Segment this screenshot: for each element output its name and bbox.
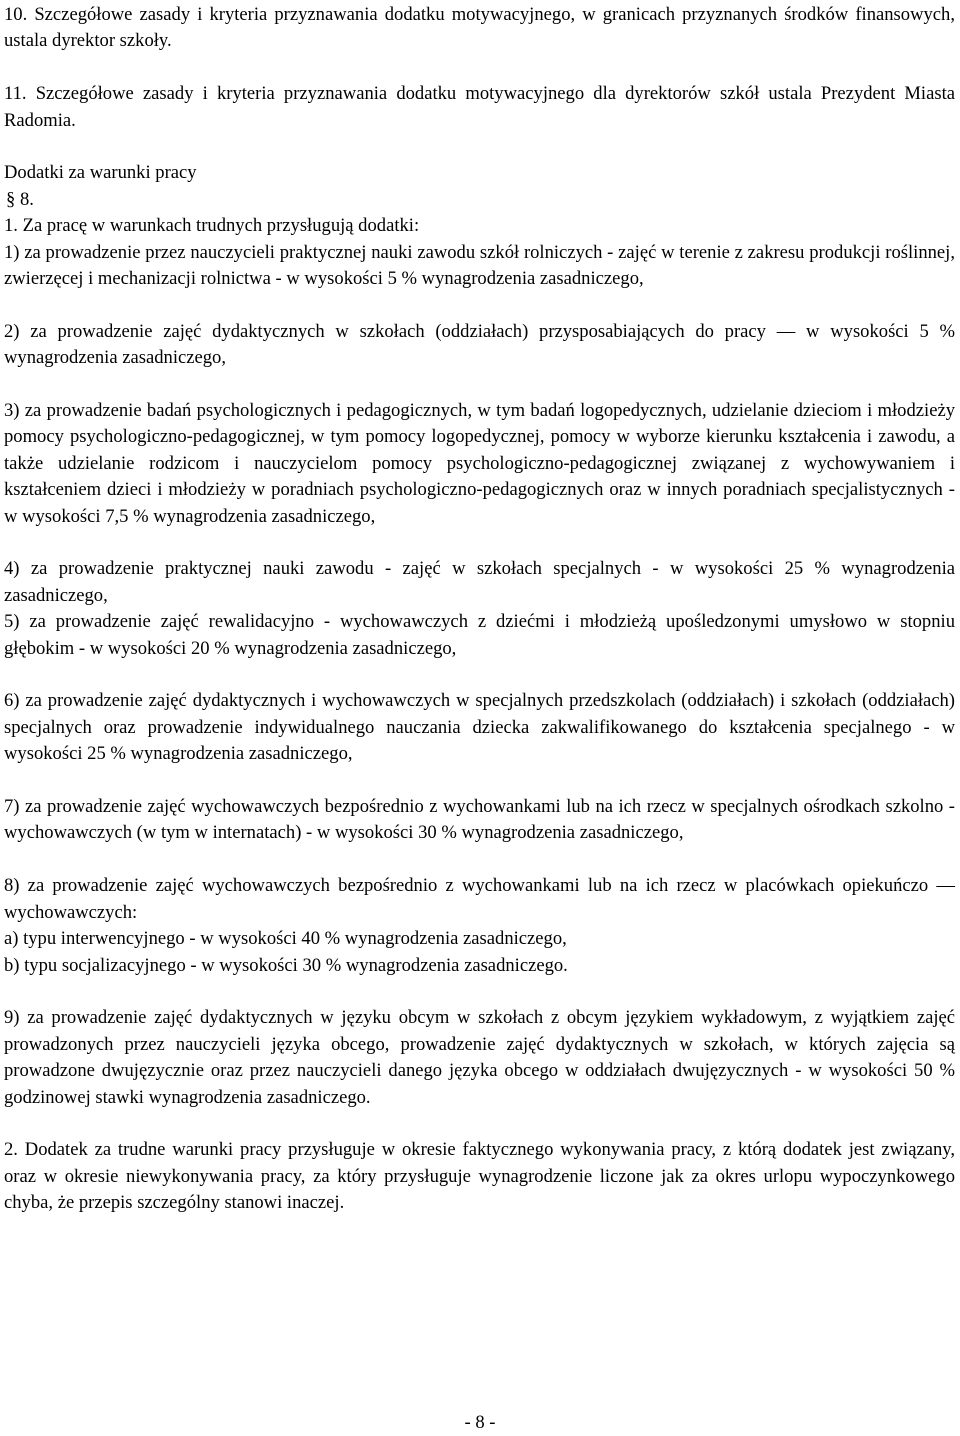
list-item-8b: b) typu socjalizacyjnego - w wysokości 30 % wynagrodzenia zasadniczego. xyxy=(4,954,568,976)
section-heading: Dodatki za warunki pracy xyxy=(4,162,197,184)
intro-point-1: 1. Za pracę w warunkach trudnych przysługują dodatki: xyxy=(4,215,420,237)
document-page xyxy=(4,2,955,1217)
list-item-2: 2) za prowadzenie zajęć dydaktycznych w szkołach (oddziałach) przysposabiających do pracy — w wysokości 5 % wynagrodzenia zasadniczego, xyxy=(4,320,955,369)
list-item-5: 5) za prowadzenie zajęć rewalidacyjno - wychowawczych z dziećmi i młodzieżą upośledzonymi umysłowo w stopniu głębokim - w wysokości 20 % wynagrodzenia zasadniczego, xyxy=(4,611,955,659)
paragraph-10: 10. Szczegółowe zasady i kryteria przyznawania dodatku motywacyjnego, w granicach przyznanych środków finansowych, ustala dyrektor szkoły. xyxy=(4,4,955,52)
list-item-8: 8) za prowadzenie zajęć wychowawczych bezpośrednio z wychowankami lub na ich rzecz w placówkach opiekuńczo — wychowawczych: xyxy=(4,875,955,923)
list-item-9: 9) za prowadzenie zajęć dydaktycznych w języku obcym w szkołach z obcym językiem wykładowym, z wyjątkiem zajęć prowadzonych przez nauczycieli języka obcego, prowadzenie zajęć dydaktycznych w szkołach, w których zajęcia są prowadzone dwujęzycznie oraz przez nauczycieli danego języka obcego w oddziałach dwujęzycznych - w wysokości 50 % godzinowej stawki wynagrodzenia zasadniczego. xyxy=(4,1007,955,1108)
point-2: 2. Dodatek za trudne warunki pracy przysługuje w okresie faktycznego wykonywania pracy, z którą dodatek jest związany, oraz w okresie niewykonywania pracy, za który przysługuje wynagrodzenie liczone jak za okres urlopu wypoczynkowego chyba, że przepis szczególny stanowi inaczej. xyxy=(4,1139,955,1214)
list-item-3: 3) za prowadzenie badań psychologicznych i pedagogicznych, w tym badań logopedycznych, udzielanie dzieciom i młodzieży pomocy psychologiczno-pedagogicznej, w tym pomocy logopedycznej, pomocy w wyborze kierunku kształcenia i zawodu, a także udzielanie rodzicom i nauczycielom pomocy psychologiczno-pedagogicznej związanej z wychowywaniem i kształceniem dzieci i młodzieży w poradniach psychologiczno-pedagogicznych oraz w innych poradniach specjalistycznych - w wysokości 7,5 % wynagrodzenia zasadniczego, xyxy=(4,400,955,527)
paragraph-11: 11. Szczegółowe zasady i kryteria przyznawania dodatku motywacyjnego dla dyrektorów szkół ustala Prezydent Miasta Radomia. xyxy=(4,83,955,131)
list-item-4: 4) za prowadzenie praktycznej nauki zawodu - zajęć w szkołach specjalnych - w wysokości 25 % wynagrodzenia zasadniczego, xyxy=(4,558,955,606)
list-item-1: 1) za prowadzenie przez nauczycieli praktycznej nauki zawodu szkół rolniczych - zajęć w terenie z zakresu produkcji roślinnej, zwierzęcej i mechanizacji rolnictwa - w wysokości 5 % wynagrodzenia zasadniczego, xyxy=(4,241,955,290)
list-item-8a: a) typu interwencyjnego - w wysokości 40 % wynagrodzenia zasadniczego, xyxy=(4,928,567,950)
section-sign: § 8. xyxy=(6,188,34,210)
list-item-7: 7) za prowadzenie zajęć wychowawczych bezpośrednio z wychowankami lub na ich rzecz w specjalnych ośrodkach szkolno - wychowawczych (w tym w internatach) - w wysokości 30 % wynagrodzenia zasadniczego, xyxy=(4,796,955,844)
page-number: - 8 - xyxy=(464,1412,496,1433)
list-item-6: 6) za prowadzenie zajęć dydaktycznych i wychowawczych w specjalnych przedszkolach (oddziałach) i szkołach (oddziałach) specjalnych oraz prowadzenie indywidualnego nauczania dziecka zakwalifikowanego do kształcenia specjalnego - w wysokości 25 % wynagrodzenia zasadniczego, xyxy=(4,690,955,765)
